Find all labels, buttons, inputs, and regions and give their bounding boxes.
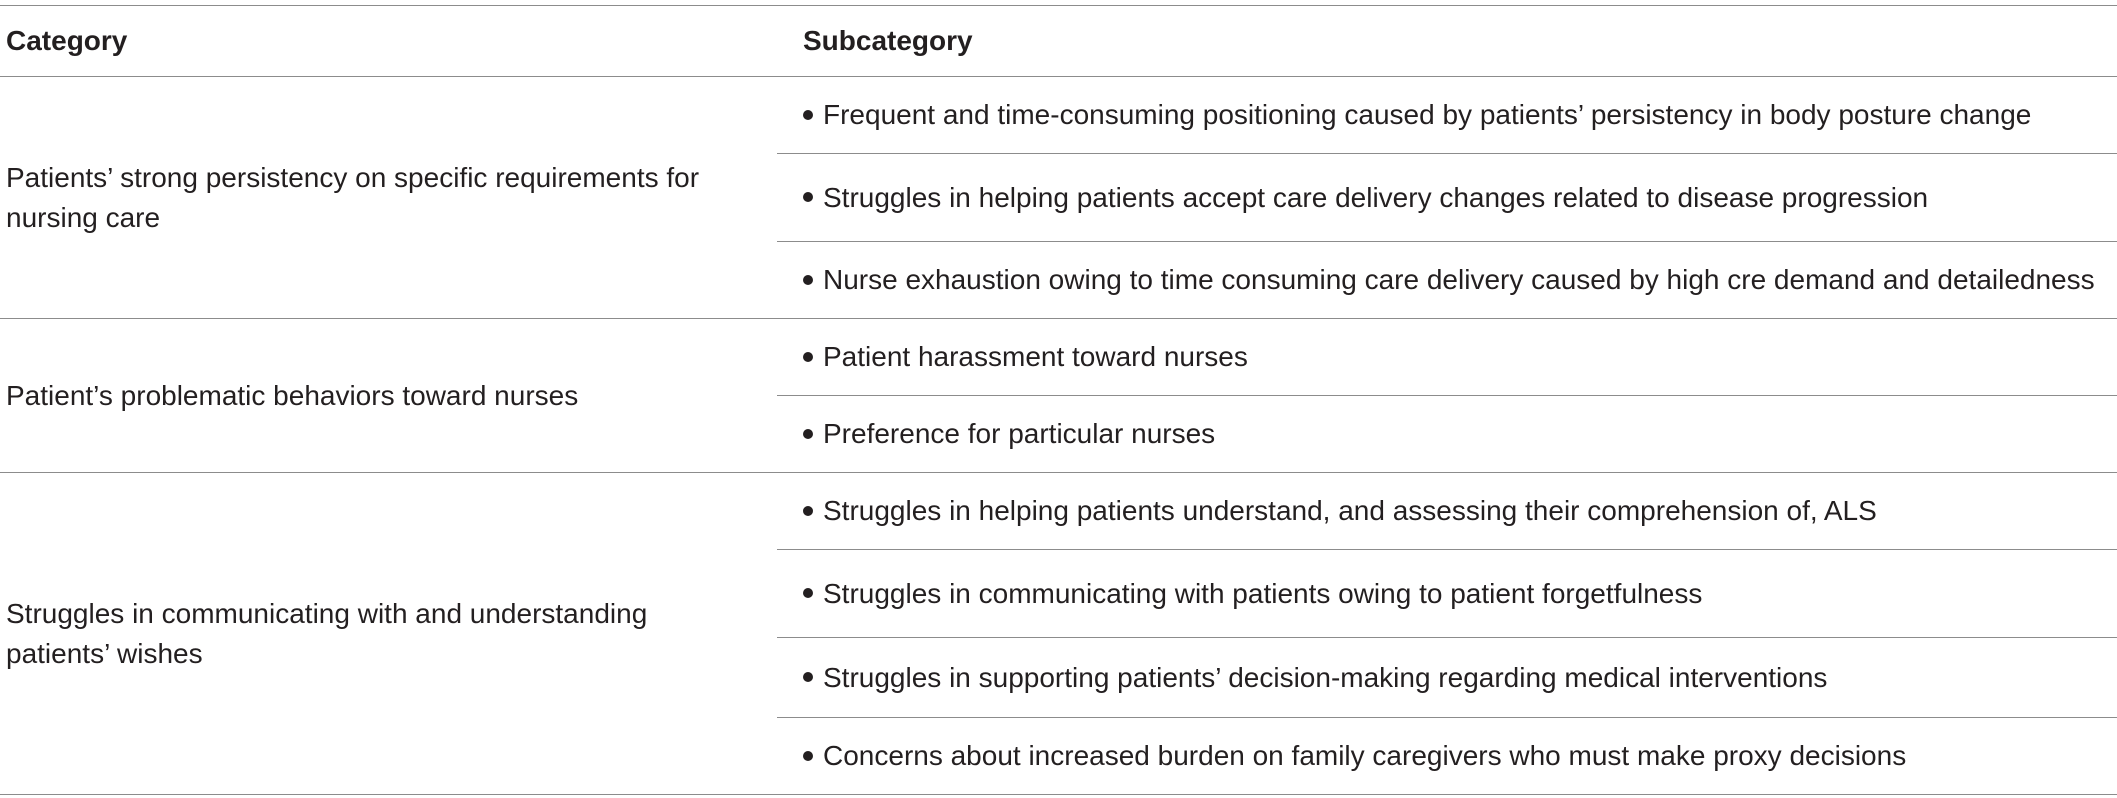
- subcategory-text: Preference for particular nurses: [823, 418, 1216, 449]
- category-cell: Patients’ strong persistency on specific requirements for nursing care: [0, 77, 777, 319]
- subcategory-cell: [777, 718, 2117, 795]
- bullet-icon: [803, 192, 813, 202]
- bullet-icon: [803, 751, 813, 761]
- bullet-icon: [803, 110, 813, 120]
- subcategory-cell: [777, 396, 2117, 473]
- subcategory-text: Struggles in helping patients accept care delivery changes related to disease progression: [823, 181, 1929, 213]
- category-table: [0, 5, 2117, 795]
- subcategory-text: Struggles in communicating with patients owing to patient forgetfulness: [823, 577, 1703, 609]
- bullet-icon: [803, 506, 813, 516]
- bullet-icon: [803, 429, 813, 439]
- bullet-icon: [803, 352, 813, 362]
- subcategory-text: Patient harassment toward nurses: [823, 341, 1248, 372]
- subcategory-column-header: Subcategory: [777, 6, 2117, 77]
- subcategory-text: Struggles in helping patients understand, and assessing their comprehension of, ALS: [823, 495, 1877, 526]
- subcategory-text: Frequent and time-consuming positioning caused by patients’ persistency in body posture change: [823, 99, 2032, 130]
- category-cell: Struggles in communicating with and understanding patients’ wishes: [0, 473, 777, 795]
- subcategory-cell: [777, 77, 2117, 154]
- category-cell: Patient’s problematic behaviors toward nurses: [0, 319, 777, 473]
- bullet-icon: [803, 588, 813, 598]
- bullet-icon: [803, 672, 813, 682]
- table-row: [0, 319, 2117, 396]
- table-row: [0, 473, 2117, 550]
- subcategory-cell: [777, 242, 2117, 319]
- category-column-header: Category: [0, 6, 777, 77]
- subcategory-text: Struggles in supporting patients’ decision-making regarding medical interventions: [823, 661, 1828, 693]
- bullet-icon: [803, 275, 813, 285]
- table-row: [0, 77, 2117, 154]
- subcategory-cell: [777, 319, 2117, 396]
- subcategory-text: Concerns about increased burden on family caregivers who must make proxy decisions: [823, 740, 1907, 771]
- subcategory-cell: [777, 638, 2117, 718]
- subcategory-cell: [777, 550, 2117, 638]
- header-row: [0, 6, 2117, 77]
- subcategory-cell: [777, 154, 2117, 242]
- subcategory-text: Nurse exhaustion owing to time consuming care delivery caused by high cre demand and detailedness: [823, 264, 2095, 295]
- subcategory-cell: [777, 473, 2117, 550]
